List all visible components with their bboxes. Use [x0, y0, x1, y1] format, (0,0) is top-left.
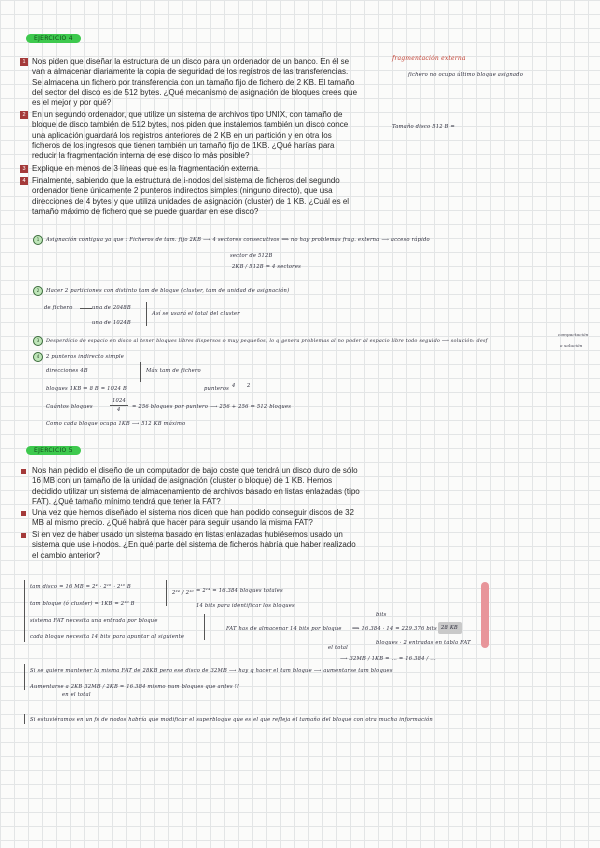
question-text: Si en vez de haber usado un sistema basado en listas enlazadas hubiésemos usado un sistema que use i-nodos. ¿En qué parte del sistema de ficheros habría que haber realizado el cambio anterior?: [32, 530, 356, 560]
answer-3-right2: o solución: [560, 343, 583, 348]
answer-5-res1: = 2¹⁴ = 16.384 bloques totales: [196, 588, 283, 594]
margin-note-sector: Tamaño disco 512 B =: [392, 124, 455, 130]
result-box: [438, 622, 462, 634]
margin-note-frag: fichero no ocupa último bloque asignado: [408, 72, 524, 78]
brace: [166, 580, 167, 606]
answer-4-l2: bloques 1KB = 8 B = 1024 B: [46, 386, 128, 392]
answer-4-l1r: Máx tam de fichero: [146, 368, 201, 374]
answer-5-d1: Si estuviéramos en un fs de nodos habría que modificar el superbloque que es el que refleja el tamaño del bloque con otra mucha información: [30, 717, 433, 723]
answer-5-b2: tam bloque (ó cluster) = 1KB = 2¹⁰ B: [30, 601, 135, 607]
answer-mark-4: 4: [33, 352, 43, 362]
bullet: [21, 469, 26, 474]
answer-5-b4: cada bloque necesita 14 bits para apuntar al siguiente: [30, 634, 185, 640]
answer-5-bits: bits: [376, 612, 387, 618]
answer-4-l1: direcciones 4B: [46, 368, 88, 374]
question-2: [22, 110, 360, 161]
answer-5-res2: 14 bits para identificar los bloques: [196, 603, 295, 609]
answer-1: Asignación contigua ya que : Ficheros de tam. fijo 2KB ⟶ 4 sectores consecutivos ⟹ no hay problemas frag. externa ⟶ acceso rápido: [46, 237, 430, 243]
answer-5-b1: tam disco = 16 MB = 2⁴ · 2¹⁰ · 2¹⁰ B: [30, 584, 131, 590]
answer-5-frac: 2²⁴ / 2¹⁰: [172, 590, 194, 596]
question-3: [22, 164, 360, 174]
ex5-question-3: [32, 530, 360, 561]
margin-note-frag-title: fragmentación externa: [392, 55, 466, 62]
question-number-badge: 4: [20, 177, 28, 185]
fraction-line: [110, 405, 128, 406]
answer-5-fat: FAT has de almacenar 14 bits por bloque: [226, 626, 342, 632]
question-text: En un segundo ordenador, que utilize un sistema de archivos tipo UNIX, con tamaño de bloque de disco también de 512 bytes, nos piden que instalemos también un disco conce una aplicación guardará los registros anteriores de 2 KB en un partición y en otra los ficheros de los ingresos que tienen también un tamaño fijo de 1KB. ¿Qué harías para reducir la fragmentación interna de ese disco lo más posible?: [32, 110, 349, 161]
answer-2-b2: una de 1024B: [92, 320, 131, 326]
question-text: Finalmente, sabiendo que la estructura de i-nodos del sistema de ficheros del segundo ordenador tiene únicamente 2 punteros indirectos simples (ninguno directo), que usa direcciones de 4 bytes y que utiliza unidades de asignación (cluster) de 1 KB. ¿Cuál es el tamaño máximo de fichero que se puede guardar en ese disco?: [32, 176, 350, 216]
brace: [24, 664, 25, 690]
brace: [146, 302, 147, 326]
answer-4-l2r: punteros: [204, 386, 230, 392]
question-number-badge: 1: [20, 58, 28, 66]
answer-mark-3: 3: [33, 336, 43, 346]
answer-mark-1: 1: [33, 235, 43, 245]
question-text: Nos han pedido el diseño de un computador de bajo coste que tendrá un disco duro de sólo 16 MB con un tamaño de la unidad de asignación (cluster o bloque) de 1 KB. Hemos decidido utilizar un sistema de almacenamiento de archivos basado en listas enlazadas (tipo FAT). ¿Qué tamaño mínimo tendrá que tener la FAT?: [32, 466, 360, 506]
answer-4-frac-bot: 4: [117, 407, 121, 413]
answer-1-sub2: 2KB / 512B = 4 sectores: [232, 264, 301, 270]
question-number-badge: 3: [20, 165, 28, 173]
section-tag-ex4: EJERCICIO 4: [26, 34, 81, 43]
question-4: [22, 176, 360, 217]
answer-2-b1: una de 2048B: [92, 305, 131, 311]
brace: [204, 614, 205, 640]
bullet: [21, 533, 26, 538]
ex5-question-2: [32, 508, 360, 529]
answer-5-tot3: ⟶ 32MB / 1KB = ... = 16.384 / ...: [340, 656, 436, 662]
question-1: [22, 57, 360, 108]
bullet: [21, 511, 26, 516]
answer-5-b3: sistema FAT necesita una entrada por bloque: [30, 618, 158, 624]
answer-4-frac-top: 1024: [112, 398, 127, 404]
answer-5-tot2: bloques · 2 entradas en tabla FAT: [376, 640, 471, 646]
answer-4: 2 punteros indirecto simple: [46, 354, 125, 360]
brace: [24, 580, 25, 642]
answer-5-c1: Si se quiere mantener la misma FAT de 28KB pero ese disco de 32MB ⟶ hay q hacer el tam bloque ⟶ aumentarse tam bloques: [30, 668, 393, 674]
question-text: Explique en menos de 3 líneas que es la fragmentación externa.: [32, 164, 261, 173]
answer-3-right1: compactación: [558, 332, 589, 337]
ex5-question-1: [32, 466, 360, 507]
answer-3: Desperdicio de espacio en disco al tener bloques libres dispersos o muy pequeños, lo q genera problemas al no poder al espacio libre todo seguido ⟶ solución: desf: [46, 338, 488, 344]
answer-2-note: Así se usará el total del cluster: [152, 311, 240, 317]
answer-5-fat2: ⟹ 16.384 · 14 = 229.376 bits: [352, 626, 437, 632]
section-tag-ex5: EJERCICIO 5: [26, 446, 81, 455]
connector-line: [80, 308, 92, 309]
answer-5-c2b: en el total: [62, 692, 91, 698]
question-number-badge: 2: [20, 111, 28, 119]
answer-4-l4: Como cada bloque ocupa 1KB ⟶ 512 KB máximo: [46, 421, 186, 427]
answer-4-l3: Cuántos bloques: [46, 404, 93, 410]
answer-4-ptr1: 4: [232, 383, 236, 389]
result-box-text: 28 KB: [441, 625, 458, 631]
answer-2-left: de fichero: [44, 305, 73, 311]
answer-4-l3r: = 256 bloques por puntero ⟶ 256 + 256 = 512 bloques: [132, 404, 292, 410]
answer-1-sub1: sector de 512B: [230, 253, 273, 259]
brace: [140, 362, 141, 382]
brace: [24, 714, 25, 724]
answer-mark-2: 2: [33, 286, 43, 296]
question-text: Nos piden que diseñar la estructura de un disco para un ordenador de un banco. En él se van a almacenar diariamente la copia de seguridad de los registros de las transferencias. Se almacena un fichero por transferencia con un tamaño fijo de fichero de 2 KB. El tamaño del sector del disco es de 512 bytes. ¿Qué mecanismo de asignación de bloques crees que es el mejor y por qué?: [32, 57, 358, 108]
question-text: Una vez que hemos diseñado el sistema nos dicen que han podido conseguir discos de 32 MB al mismo precio. ¿Qué habrá que hacer para seguir usando la misma FAT?: [32, 508, 354, 528]
answer-5-c2: Aumentarse a 2KB 32MB / 2KB = 16.384 mismo num bloques que antes !!: [30, 684, 240, 690]
answer-5-tot1: el total: [328, 645, 349, 651]
highlight-bar: [481, 582, 489, 648]
answer-2: Hacer 2 particiones con distinto tam de bloque (cluster, tam de unidad de asignación): [46, 288, 290, 294]
answer-4-ptr2: 2: [247, 383, 251, 389]
